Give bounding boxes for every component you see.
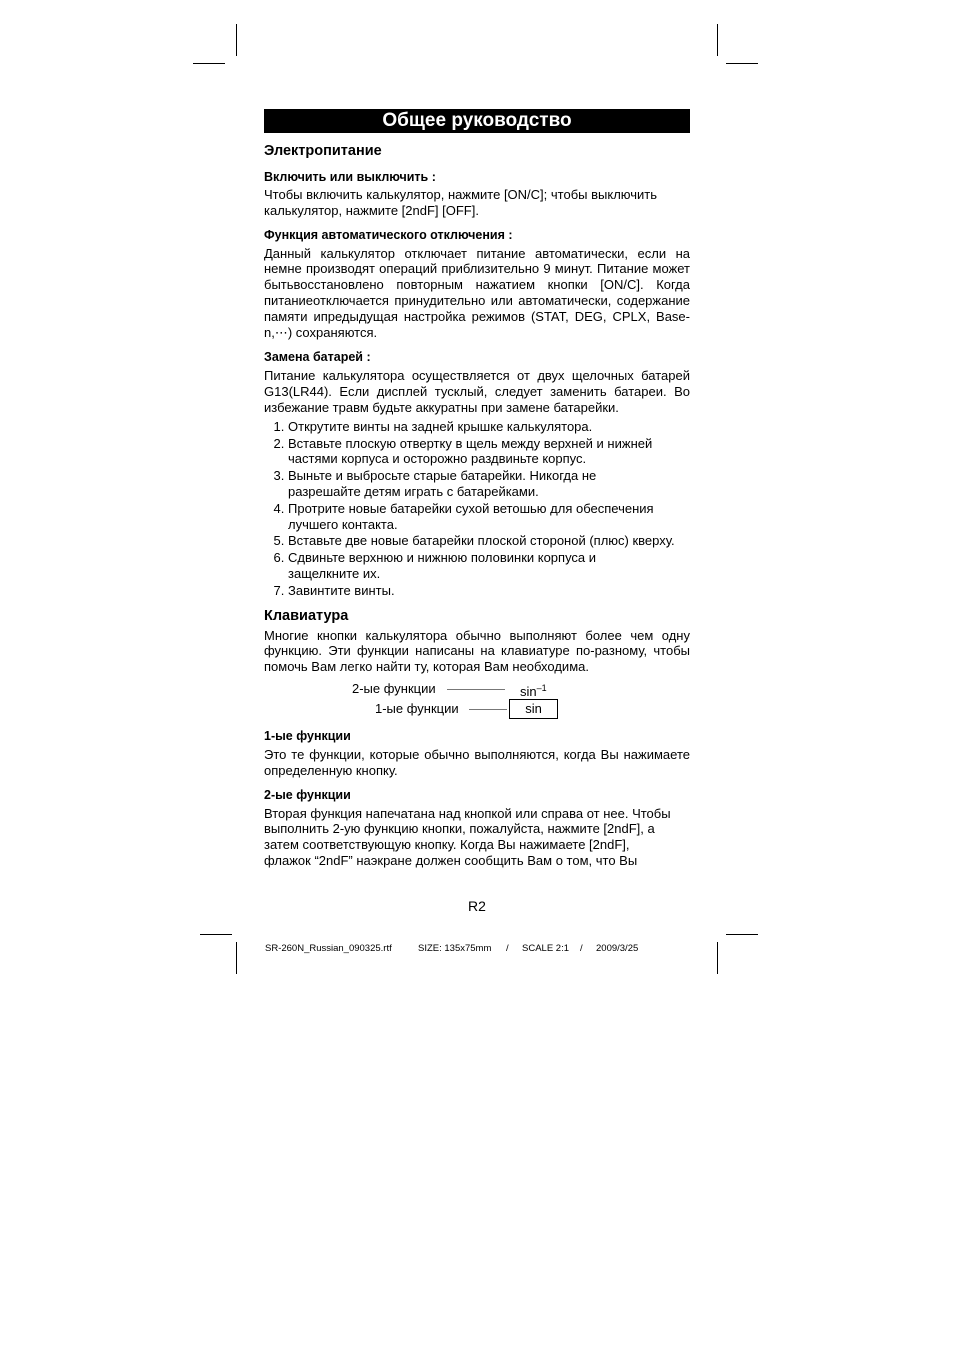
list-item: 6. Сдвиньте верхнюю и нижнюю половинки корпуса и защелкните их.	[288, 550, 690, 582]
crop-mark	[717, 24, 718, 56]
subheading-battery: Замена батарей :	[264, 350, 371, 365]
second-function-key-label: $\sin^{-1}$	[520, 682, 547, 699]
crop-mark	[726, 934, 758, 935]
key-function-diagram	[264, 679, 690, 723]
footer-filename: SR-260N_Russian_090325.rtf	[265, 943, 392, 954]
list-item: 3. Выньте и выбросьте старые батарейки. Никогда не разрешайте детям играть с батарейками.	[288, 468, 690, 500]
footer-scale: SCALE 2:1	[522, 943, 569, 954]
leader-line	[447, 689, 505, 690]
crop-mark	[193, 63, 225, 64]
second-functions-text: Вторая функция напечатана над кнопкой или справа от нее. Чтобы выполнить 2-ую функцию кнопки, пожалуйста, нажмите [2ndF], а затем соответствующую кнопку. Когда Вы нажимаете [2ndF], флажок “2ndF” наэкране должен сообщить Вам о том, что Вы	[264, 805, 671, 868]
first-function-label: 1-ые функции	[375, 700, 459, 716]
leader-line	[469, 709, 507, 710]
list-item: 7. Завинтите винты.	[288, 583, 690, 599]
first-functions-text: Это те функции, которые обычно выполняются, когда Вы нажимаете определенную кнопку.	[264, 746, 690, 778]
battery-text: Питание калькулятора осуществляется от двух щелочных батарей G13(LR44). Если дисплей тусклый, следует заменить батареи. Во избежание травм будьте аккуратны при замене батарейки.	[264, 368, 690, 415]
subheading-second-functions: 2-ые функции	[264, 787, 351, 802]
onoff-text: Чтобы включить калькулятор, нажмите [ON/C]; чтобы выключить калькулятор, нажмите [2ndF] [OFF].	[264, 187, 658, 218]
crop-mark	[726, 63, 758, 64]
list-item: 4. Протрите новые батарейки сухой ветошью для обеспечения лучшего контакта.	[288, 501, 690, 533]
page-number: R2	[468, 898, 486, 914]
page-content	[264, 109, 690, 869]
sin-key: sin	[509, 699, 558, 719]
subheading-auto-off: Функция автоматического отключения :	[264, 227, 513, 242]
crop-mark	[717, 942, 718, 974]
section-heading-keyboard: Клавиатура	[264, 607, 349, 624]
crop-mark	[200, 934, 232, 935]
subheading-first-functions: 1-ые функции	[264, 728, 351, 743]
crop-mark	[236, 942, 237, 974]
battery-steps	[264, 419, 690, 599]
footer-separator: /	[506, 943, 509, 954]
footer-date: 2009/3/25	[596, 943, 639, 954]
list-item: 1. Открутите винты на задней крышке калькулятора.	[288, 419, 690, 435]
list-item: 5. Вставьте две новые батарейки плоской стороной (плюс) кверху.	[288, 533, 690, 549]
list-item: 2. Вставьте плоскую отвертку в щель между верхней и нижней частями корпуса и осторожно раздвиньте корпус.	[288, 436, 690, 468]
subheading-onoff: Включить или выключить :	[264, 170, 436, 184]
section-heading-power: Электропитание	[264, 143, 382, 159]
page-title: Общее руководство	[264, 109, 690, 133]
auto-off-text: Данный калькулятор отключает питание автоматически, если на немне производят операций приблизительно 9 минут. Питание может бытьвосстановлено повторным нажатием кнопки [ON/C]. Когда питаниеотключается принудительно или автоматически, содержание памяти ипредыдущая настройка режимов (STAT, DEG, CPLX, Base-n,⋯) сохраняются.	[264, 245, 690, 340]
footer-size: SIZE: 135x75mm	[418, 943, 492, 954]
footer-separator: /	[580, 943, 583, 954]
crop-mark	[236, 24, 237, 56]
second-function-label: 2-ые функции	[352, 680, 436, 696]
keyboard-intro: Многие кнопки калькулятора обычно выполняют более чем одну функцию. Эти функции написаны на клавиатуре по-разному, чтобы помочь Вам легко найти ту, которая Вам необходима.	[264, 627, 690, 675]
